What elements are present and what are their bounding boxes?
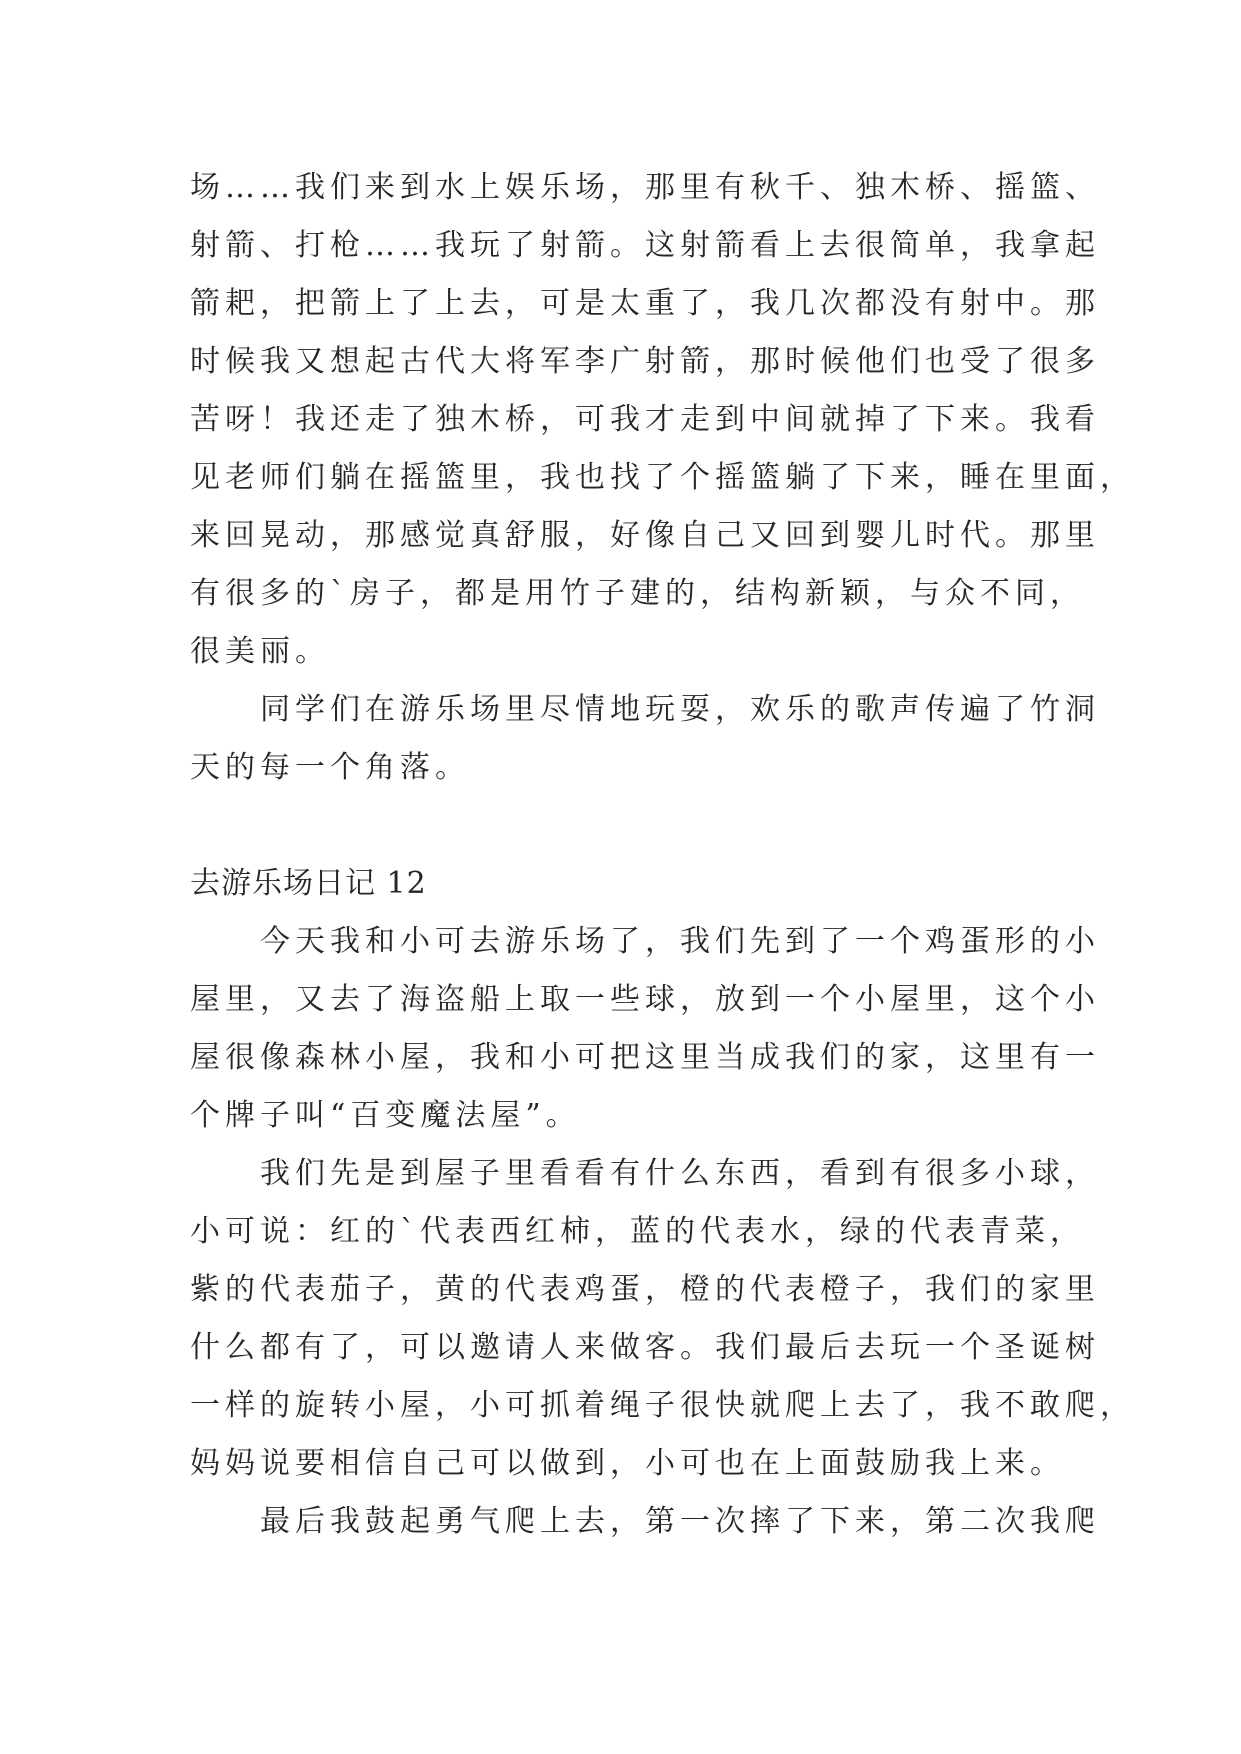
text-line: 很美丽。 <box>190 634 330 669</box>
text-line: 时候我又想起古代大将军李广射箭，那时候他们也受了很多 <box>190 344 1100 379</box>
text-line: 苦呀！我还走了独木桥，可我才走到中间就掉了下来。我看 <box>190 402 1100 437</box>
text-line: 最后我鼓起勇气爬上去，第一次摔了下来，第二次我爬 <box>190 1504 1100 1539</box>
text-line: 妈妈说要相信自己可以做到，小可也在上面鼓励我上来。 <box>190 1446 1065 1481</box>
text-line: 我们先是到屋子里看看有什么东西，看到有很多小球， <box>190 1156 1100 1191</box>
text-line: 什么都有了，可以邀请人来做客。我们最后去玩一个圣诞树 <box>190 1330 1100 1365</box>
section-title: 去游乐场日记 12 <box>190 866 427 901</box>
text-line: 屋里，又去了海盗船上取一些球，放到一个小屋里，这个小 <box>190 982 1100 1017</box>
text-line: 屋很像森林小屋，我和小可把这里当成我们的家，这里有一 <box>190 1040 1100 1075</box>
text-line: 天的每一个角落。 <box>190 750 470 785</box>
text-line: 个牌子叫“百变魔法屋”。 <box>190 1098 581 1133</box>
text-line: 见老师们躺在摇篮里，我也找了个摇篮躺了下来，睡在里面， <box>190 460 1135 495</box>
text-line: 同学们在游乐场里尽情地玩耍，欢乐的歌声传遍了竹洞 <box>190 692 1100 727</box>
text-line: 来回晃动，那感觉真舒服，好像自己又回到婴儿时代。那里 <box>190 518 1100 553</box>
text-line: 射箭、打枪……我玩了射箭。这射箭看上去很简单，我拿起 <box>190 228 1100 263</box>
text-line: 今天我和小可去游乐场了，我们先到了一个鸡蛋形的小 <box>190 924 1100 959</box>
text-line: 小可说：红的`代表西红柿，蓝的代表水，绿的代表青菜， <box>190 1214 1085 1249</box>
text-line: 场……我们来到水上娱乐场，那里有秋千、独木桥、摇篮、 <box>190 170 1100 205</box>
text-line: 紫的代表茄子，黄的代表鸡蛋，橙的代表橙子，我们的家里 <box>190 1272 1100 1307</box>
text-line: 有很多的`房子，都是用竹子建的，结构新颖，与众不同， <box>190 576 1085 611</box>
text-line: 一样的旋转小屋，小可抓着绳子很快就爬上去了，我不敢爬， <box>190 1388 1135 1423</box>
text-line: 箭耙，把箭上了上去，可是太重了，我几次都没有射中。那 <box>190 286 1100 321</box>
